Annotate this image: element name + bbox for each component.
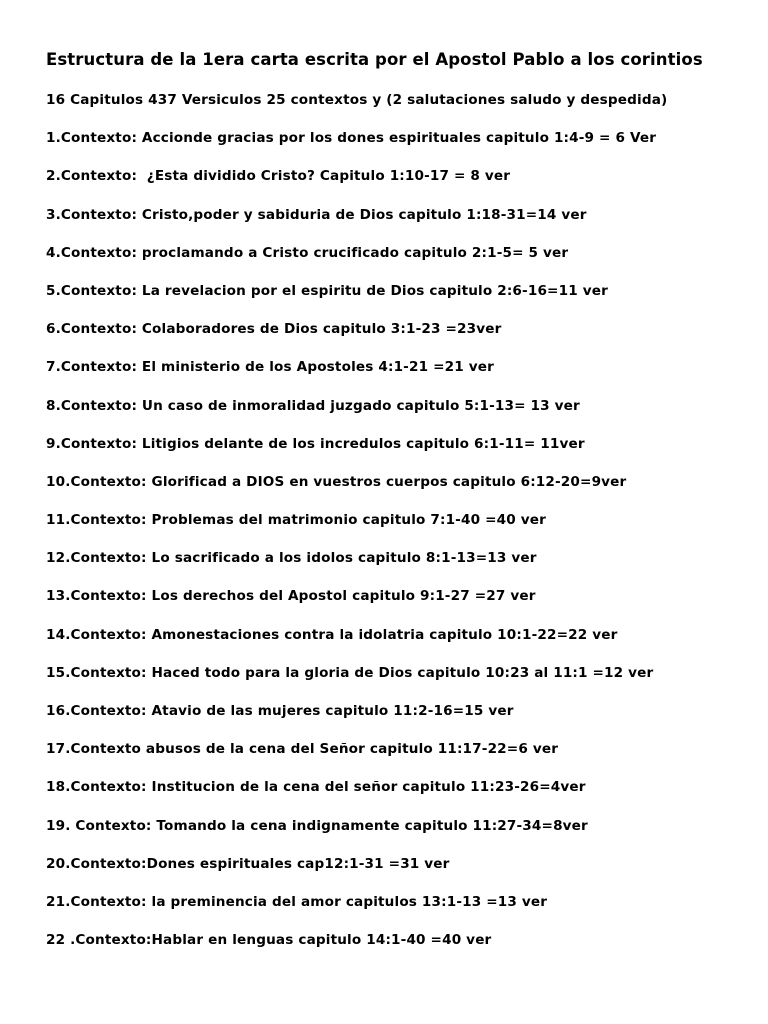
document-title: Estructura de la 1era carta escrita por el Apostol Pablo a los corintios [46, 50, 703, 69]
context-list [46, 90, 667, 968]
context-line-18: 18.Contexto: Institucion de la cena del señor capitulo 11:23-26=4ver [46, 779, 586, 796]
context-line-11: 11.Contexto: Problemas del matrimonio capitulo 7:1-40 =40 ver [46, 512, 546, 529]
context-line-20: 20.Contexto:Dones espirituales cap12:1-31 =31 ver [46, 855, 450, 872]
context-line-19: 19. Contexto: Tomando la cena indignamente capitulo 11:27-34=8ver [46, 817, 588, 834]
context-line-13: 13.Contexto: Los derechos del Apostol capitulo 9:1-27 =27 ver [46, 588, 536, 605]
context-line-3: 3.Contexto: Cristo,poder y sabiduria de Dios capitulo 1:18-31=14 ver [46, 206, 587, 223]
context-line-9: 9.Contexto: Litigios delante de los incredulos capitulo 6:1-11= 11ver [46, 435, 585, 452]
context-line-10: 10.Contexto: Glorificad a DIOS en vuestros cuerpos capitulo 6:12-20=9ver [46, 473, 627, 490]
summary-line: 16 Capitulos 437 Versiculos 25 contextos y (2 salutaciones saludo y despedida) [46, 92, 668, 108]
context-line-17: 17.Contexto abusos de la cena del Señor capitulo 11:17-22=6 ver [46, 741, 559, 758]
context-line-6: 6.Contexto: Colaboradores de Dios capitulo 3:1-23 =23ver [46, 321, 502, 338]
context-line-8: 8.Contexto: Un caso de inmoralidad juzgado capitulo 5:1-13= 13 ver [46, 397, 580, 414]
context-line-12: 12.Contexto: Lo sacrificado a los idolos capitulo 8:1-13=13 ver [46, 550, 537, 567]
context-line-4: 4.Contexto: proclamando a Cristo crucificado capitulo 2:1-5= 5 ver [46, 244, 569, 261]
context-line-7: 7.Contexto: El ministerio de los Apostoles 4:1-21 =21 ver [46, 359, 494, 376]
context-line-5: 5.Contexto: La revelacion por el espiritu de Dios capitulo 2:6-16=11 ver [46, 282, 608, 299]
context-line-16: 16.Contexto: Atavio de las mujeres capitulo 11:2-16=15 ver [46, 703, 514, 719]
context-line-14: 14.Contexto: Amonestaciones contra la idolatria capitulo 10:1-22=22 ver [46, 626, 618, 643]
context-line-15: 15.Contexto: Haced todo para la gloria de Dios capitulo 10:23 al 11:1 =12 ver [46, 664, 654, 681]
context-line-2: 2.Contexto: ¿Esta dividido Cristo? Capitulo 1:10-17 = 8 ver [46, 168, 511, 185]
context-line-1: 1.Contexto: Accionde gracias por los dones espirituales capitulo 1:4-9 = 6 Ver [46, 130, 657, 147]
context-line-22: 22 .Contexto:Hablar en lenguas capitulo 14:1-40 =40 ver [46, 932, 492, 949]
context-line-21: 21.Contexto: la preminencia del amor capitulos 13:1-13 =13 ver [46, 893, 548, 910]
